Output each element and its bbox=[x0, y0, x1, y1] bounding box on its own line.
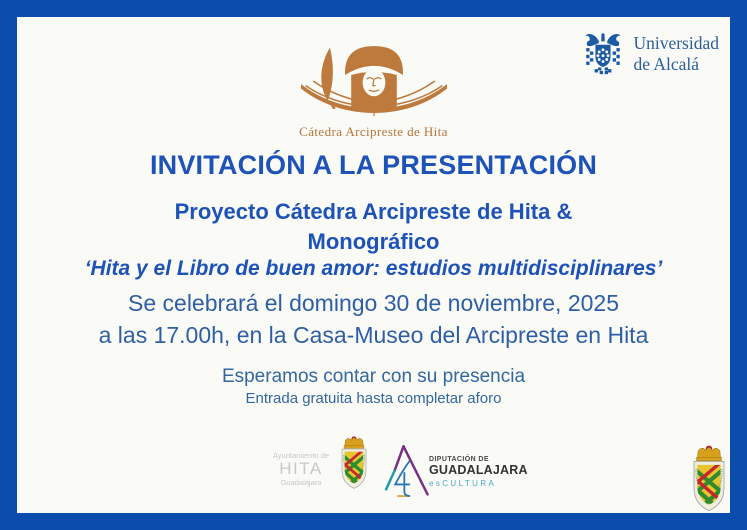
event-place: a las 17.00h, en la Casa-Museo del Arcipreste en Hita bbox=[98, 322, 649, 348]
page-title: INVITACIÓN A LA PRESENTACIÓN bbox=[149, 150, 598, 180]
book-title: ‘Hita y el Libro de buen amor: estudios multidisciplinares’ bbox=[84, 257, 663, 280]
ayto-line1: Ayuntamiento de bbox=[272, 451, 330, 460]
uah-line1: Universidad bbox=[633, 33, 719, 53]
uah-crest-icon bbox=[582, 30, 624, 78]
uah-logo bbox=[582, 30, 719, 78]
ayuntamiento-hita-wordmark bbox=[262, 451, 340, 487]
ayto-line2: HITA bbox=[279, 459, 323, 478]
project-line1: Proyecto Cátedra Arcipreste de Hita & bbox=[174, 199, 573, 224]
closing-message: Esperamos contar con su presencia bbox=[221, 366, 526, 387]
catedra-label: Cátedra Arcipreste de Hita bbox=[299, 124, 448, 139]
diputacion-line1: DIPUTACIÓN DE bbox=[429, 456, 489, 463]
arcipreste-book-quill-icon bbox=[289, 40, 459, 116]
project-line2: Monográfico bbox=[307, 229, 440, 254]
uah-wordmark bbox=[633, 33, 719, 75]
uah-line2: de Alcalá bbox=[633, 54, 700, 74]
event-datetime bbox=[0, 287, 747, 351]
diputacion-line2: GUADALAJARA bbox=[429, 463, 528, 477]
event-date: Se celebrará el domingo 30 de noviembre, 2025 bbox=[128, 290, 619, 316]
diputacion-wordmark bbox=[429, 456, 528, 488]
catedra-logo bbox=[289, 40, 459, 140]
ayto-line3: Guadalajara bbox=[280, 478, 322, 487]
diputacion-cultura-label: esCULTURA bbox=[429, 479, 497, 488]
diputacion-guadalajara-icon bbox=[381, 443, 431, 501]
project-heading bbox=[0, 197, 747, 257]
admission-note: Entrada gratuita hasta completar aforo bbox=[245, 390, 502, 407]
hita-shield-icon bbox=[334, 434, 374, 492]
hita-shield-corner-icon bbox=[684, 444, 734, 514]
